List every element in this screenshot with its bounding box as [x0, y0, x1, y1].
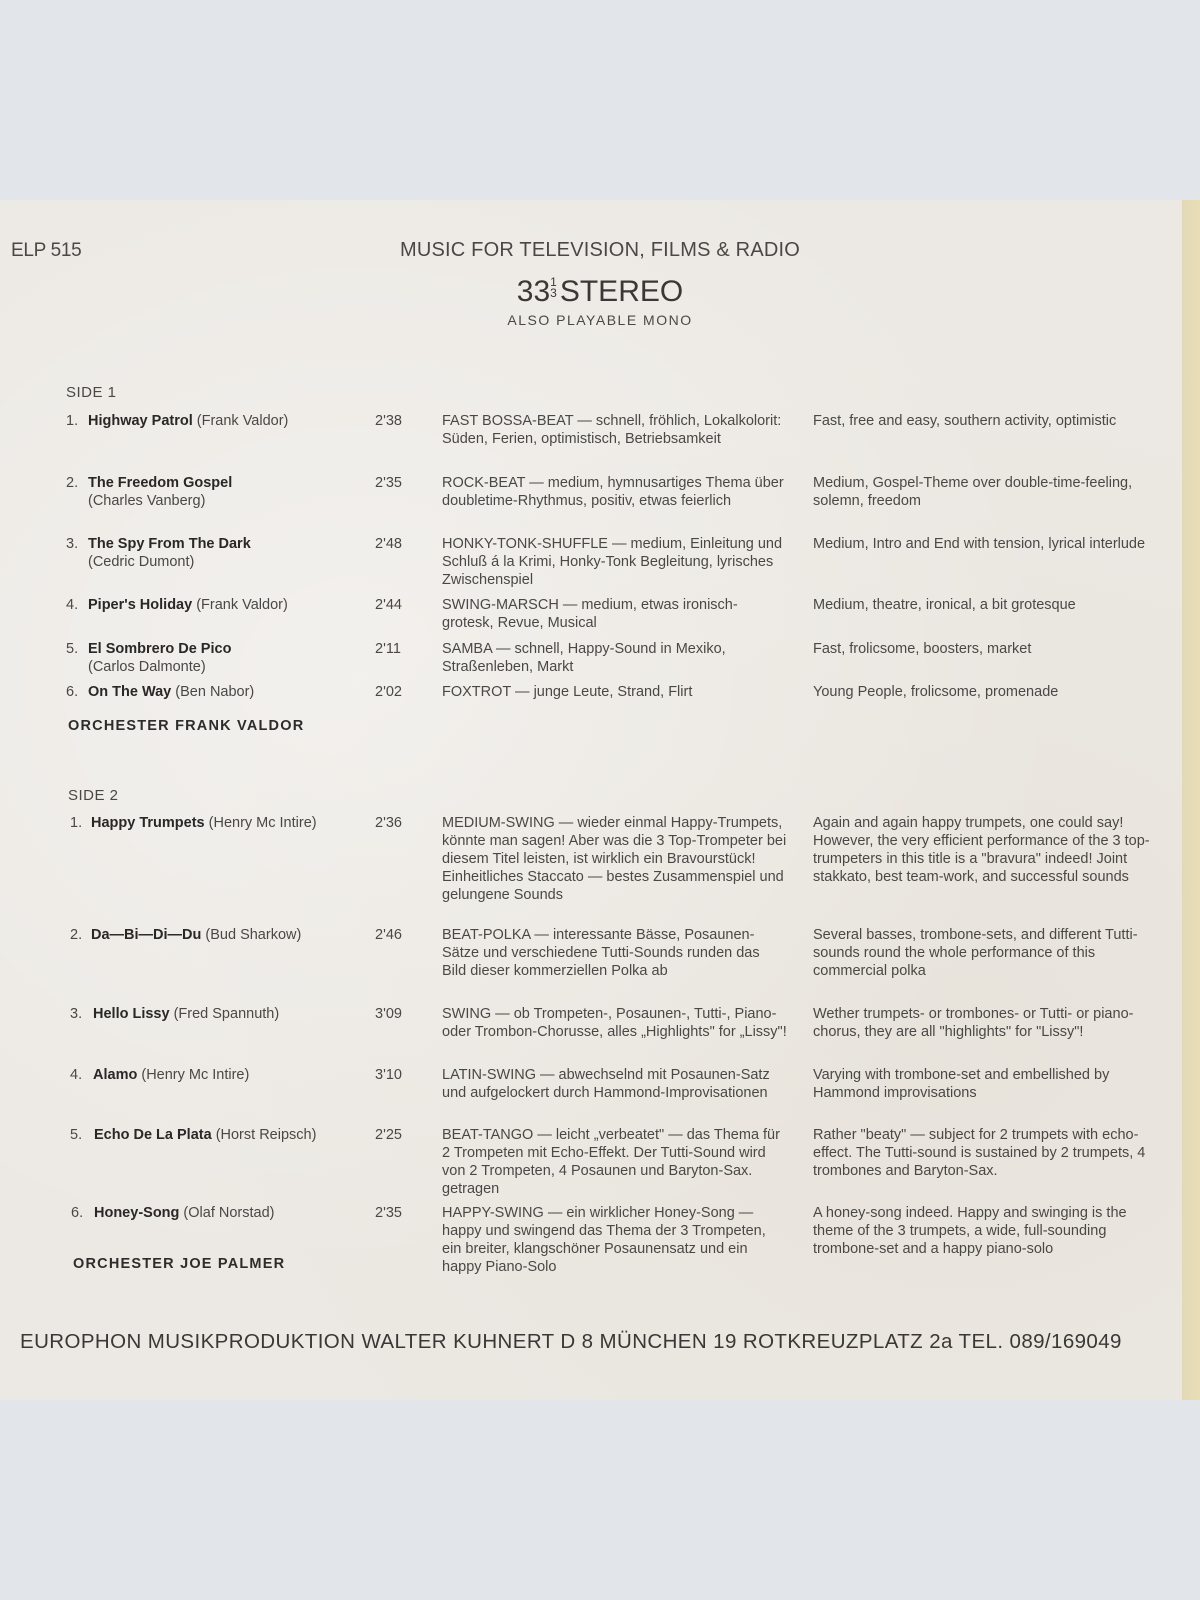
track-title: Hello Lissy (Fred Spannuth) [93, 1006, 280, 1022]
track-title: The Spy From The Dark (Cedric Dumont) [88, 536, 251, 570]
album-back-cover [0, 200, 1200, 1400]
catalog-number: ELP 515 [11, 240, 82, 261]
track-description-de: HONKY-TONK-SHUFFLE — medium, Einleitung und Schluß á la Krimi, Honky-Tonk Begleitung, lyrisches Zwischenspiel [442, 536, 783, 588]
track-description-de: BEAT-TANGO — leicht „verbeatet" — das Thema für 2 Trompeten mit Echo-Effekt. Der Tutti-Sound wird von 2 Trompeten, 4 Posaunen und Baryton-Sax. getragen [442, 1127, 780, 1197]
mono-note: ALSO PLAYABLE MONO [507, 312, 693, 328]
track-title: Highway Patrol (Frank Valdor) [88, 413, 289, 429]
track-description-de: FOXTROT — junge Leute, Strand, Flirt [442, 684, 693, 700]
track-description-en: Rather "beaty" — subject for 2 trumpets with echo-effect. The Tutti-sound is sustained by 2 trumpets, 4 trombones and Baryton-Sax. [813, 1127, 1146, 1179]
track-description-en: Several basses, trombone-sets, and different Tutti-sounds round the whole performance of this commercial polka [813, 927, 1138, 979]
track-description-de: SWING — ob Trompeten-, Posaunen-, Tutti-, Piano- oder Trombon-Chorusse, alles „Highlights" for „Lissy"! [442, 1006, 787, 1040]
album-subtitle: MUSIC FOR TELEVISION, FILMS & RADIO [399, 239, 801, 261]
track-duration: 2'25 [375, 1127, 402, 1143]
cover-edge-strip [1182, 200, 1200, 1400]
publisher-footer: EUROPHON MUSIKPRODUKTION WALTER KUHNERT D 8 MÜNCHEN 19 ROTKREUZPLATZ 2a TEL. 089/169049 [20, 1330, 1122, 1353]
rpm-whole: 33 [516, 275, 551, 308]
track-duration: 3'09 [375, 1006, 402, 1022]
orchestra-credit-side-1: ORCHESTER FRANK VALDOR [68, 718, 305, 734]
track-description-en: Young People, frolicsome, promenade [813, 684, 1059, 700]
side-2-label: SIDE 2 [68, 787, 119, 804]
track-number: 4. [70, 1067, 83, 1083]
track-description-de: SAMBA — schnell, Happy-Sound in Mexiko, Straßenleben, Markt [442, 641, 726, 675]
format-label: STEREO [559, 275, 684, 308]
track-title: The Freedom Gospel (Charles Vanberg) [88, 475, 233, 509]
track-duration: 2'46 [375, 927, 402, 943]
track-description-en: A honey-song indeed. Happy and swinging is the theme of the 3 trumpets, a wide, full-sounding trombone-set and a happy piano-solo [813, 1205, 1127, 1257]
track-duration: 2'38 [375, 413, 402, 429]
track-title: Alamo (Henry Mc Intire) [93, 1067, 250, 1083]
speed-format [0, 275, 1200, 309]
track-title: Honey-Song (Olaf Norstad) [94, 1205, 275, 1221]
track-number: 6. [66, 684, 79, 700]
track-duration: 2'36 [375, 815, 402, 831]
track-title: Da—Bi—Di—Du (Bud Sharkow) [91, 927, 302, 943]
track-duration: 2'35 [375, 1205, 402, 1221]
track-description-de: HAPPY-SWING — ein wirklicher Honey-Song — happy und swingend das Thema der 3 Trompeten, ein breiter, klangschöner Posaunensatz und ein happy Piano-Solo [442, 1205, 766, 1275]
track-number: 5. [66, 641, 79, 657]
track-description-en: Medium, Intro and End with tension, lyrical interlude [813, 536, 1146, 552]
track-number: 6. [71, 1205, 84, 1221]
track-description-en: Medium, theatre, ironical, a bit grotesque [813, 597, 1076, 613]
track-description-de: LATIN-SWING — abwechselnd mit Posaunen-Satz und aufgelockert durch Hammond-Improvisationen [442, 1067, 770, 1101]
track-number: 5. [70, 1127, 83, 1143]
track-title: El Sombrero De Pico (Carlos Dalmonte) [88, 641, 232, 675]
orchestra-credit-side-2: ORCHESTER JOE PALMER [73, 1256, 286, 1272]
track-number: 4. [66, 597, 79, 613]
track-description-de: BEAT-POLKA — interessante Bässe, Posaunen-Sätze und verschiedene Tutti-Sounds runden das Bild dieser kommerziellen Polka ab [442, 927, 760, 979]
track-number: 2. [70, 927, 83, 943]
track-title: Happy Trumpets (Henry Mc Intire) [91, 815, 317, 831]
track-description-de: ROCK-BEAT — medium, hymnusartiges Thema über doubletime-Rhythmus, positiv, etwas feierlich [442, 475, 784, 509]
track-description-en: Medium, Gospel-Theme over double-time-feeling, solemn, freedom [813, 475, 1133, 509]
track-duration: 2'11 [375, 641, 401, 657]
track-duration: 2'35 [375, 475, 402, 491]
track-description-en: Fast, free and easy, southern activity, optimistic [813, 413, 1117, 429]
track-description-en: Fast, frolicsome, boosters, market [813, 641, 1032, 657]
track-duration: 2'44 [375, 597, 402, 613]
track-number: 3. [66, 536, 79, 552]
side-1-label: SIDE 1 [66, 384, 117, 401]
track-description-de: MEDIUM-SWING — wieder einmal Happy-Trumpets, könnte man sagen! Aber was die 3 Top-Trompeter bei diesem Titel leisten, ist wirklich ein Bravourstück! Einheitliches Staccato — bestes Zusammenspiel und gelungene Sounds [442, 815, 787, 903]
track-title: Echo De La Plata (Horst Reipsch) [94, 1127, 317, 1143]
track-number: 3. [70, 1006, 83, 1022]
track-description-en: Again and again happy trumpets, one could say! However, the very efficient performance of the 3 top-trumpeters in this title is a "bravura" indeed! Joint stakkato, best team-work, and successful sounds [813, 815, 1150, 885]
track-description-de: FAST BOSSA-BEAT — schnell, fröhlich, Lokalkolorit: Süden, Ferien, optimistisch, Betriebsamkeit [442, 413, 782, 447]
track-description-de: SWING-MARSCH — medium, etwas ironisch-grotesk, Revue, Musical [442, 597, 738, 631]
track-duration: 2'02 [375, 684, 402, 700]
track-description-en: Wether trumpets- or trombones- or Tutti- or piano-chorus, they are all "highlights" for "Lissy"! [813, 1006, 1134, 1040]
track-duration: 2'48 [375, 536, 402, 552]
track-duration: 3'10 [375, 1067, 402, 1083]
track-description-en: Varying with trombone-set and embellished by Hammond improvisations [813, 1067, 1110, 1101]
track-number: 1. [70, 815, 83, 831]
track-number: 1. [66, 413, 79, 429]
rpm-fraction: 1 3 [550, 275, 557, 300]
track-title: Piper's Holiday (Frank Valdor) [88, 597, 288, 613]
track-number: 2. [66, 475, 79, 491]
track-title: On The Way (Ben Nabor) [88, 684, 255, 700]
